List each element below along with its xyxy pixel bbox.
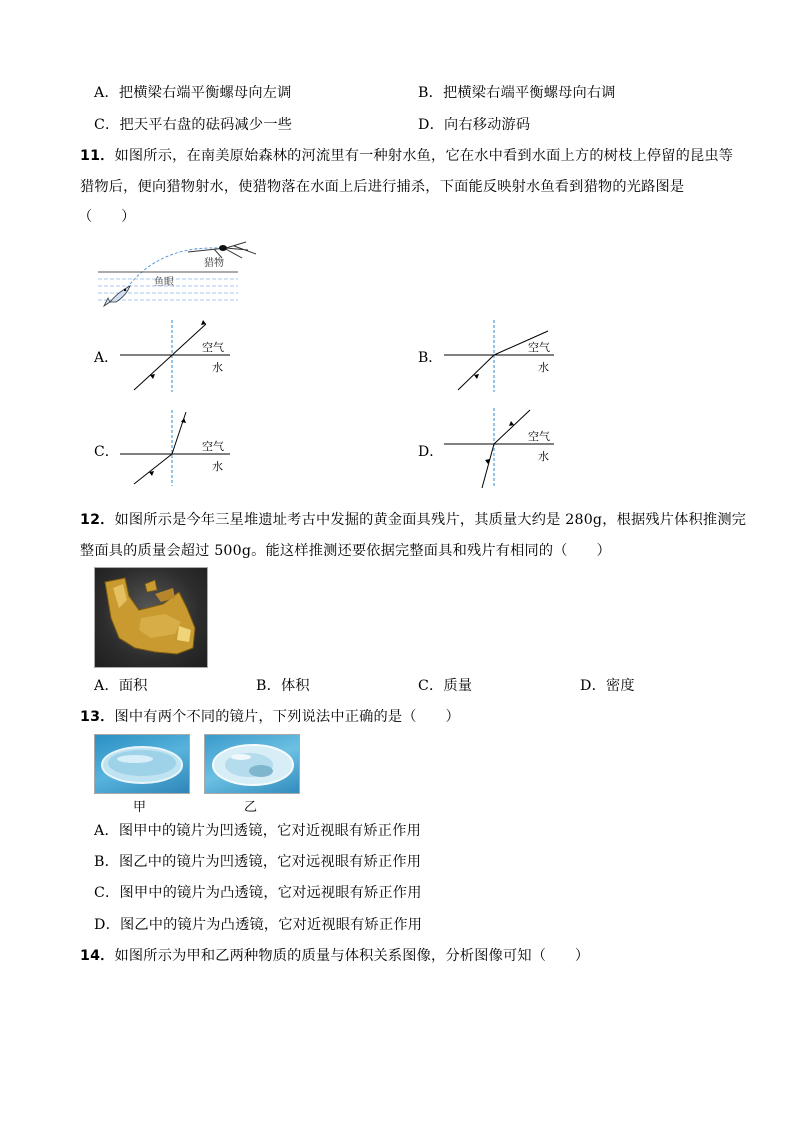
q11-stem-line2: 猎物后，便向猎物射水，使猎物落在水面上后进行捕杀，下面能反映射水鱼看到猎物的光路图是 xyxy=(80,179,685,195)
q10-option-a: A．把横梁右端平衡螺母向左调 xyxy=(94,85,292,101)
q13-option-b: B．图乙中的镜片为凹透镜，它对远视眼有矫正作用 xyxy=(94,854,422,870)
gold-mask-photo xyxy=(94,567,208,668)
lens-yi-photo xyxy=(204,734,300,794)
air-label: 空气 xyxy=(528,341,550,354)
q14-stem xyxy=(80,945,589,965)
convex-lens-icon xyxy=(205,735,299,793)
water-label: 水 xyxy=(212,361,223,374)
q11-option-a-diagram xyxy=(118,318,248,394)
concave-lens-icon xyxy=(95,735,189,793)
q12-option-c: C．质量 xyxy=(418,678,473,694)
q12-option-a: A．面积 xyxy=(94,678,148,694)
air-label: 空气 xyxy=(202,341,224,354)
lens-jia-photo xyxy=(94,734,190,794)
caption-jia: 甲 xyxy=(133,800,147,815)
q11-option-a-letter: A． xyxy=(94,350,119,366)
q11-option-d-letter: D． xyxy=(418,444,444,460)
insect-icon xyxy=(219,245,227,251)
water-label: 水 xyxy=(538,450,549,463)
air-label: 空气 xyxy=(202,440,224,453)
q11-option-c-diagram xyxy=(118,408,248,488)
q11-scene-figure xyxy=(96,236,276,308)
q13-option-d: D．图乙中的镜片为凸透镜，它对近视眼有矫正作用 xyxy=(94,917,423,933)
q12-stem-line1 xyxy=(80,509,746,529)
q13-option-c: C．图甲中的镜片为凸透镜，它对远视眼有矫正作用 xyxy=(94,885,422,901)
q10-option-d: D．向右移动游码 xyxy=(418,117,531,133)
q12-option-b: B．体积 xyxy=(256,678,310,694)
fish-eye-label: 鱼眼 xyxy=(154,277,174,288)
q13-stem xyxy=(80,706,460,726)
caption-yi: 乙 xyxy=(244,800,258,815)
air-label: 空气 xyxy=(528,430,550,443)
q12-option-d: D．密度 xyxy=(580,678,635,694)
q13-option-a: A．图甲中的镜片为凹透镜，它对近视眼有矫正作用 xyxy=(94,823,421,839)
q14-number: 14． xyxy=(80,948,115,964)
q12-text-line1: 如图所示是今年三星堆遗址考古中发掘的黄金面具残片，其质量大约是 280g，根据残片体积推测完 xyxy=(114,512,747,528)
q14-text: 如图所示为甲和乙两种物质的质量与体积关系图像，分析图像可知（ ） xyxy=(114,948,590,964)
q11-option-b-letter: B． xyxy=(418,350,443,366)
q11-answer-bracket: （ ） xyxy=(78,209,136,225)
q13-number: 13． xyxy=(80,709,115,725)
water-label: 水 xyxy=(538,361,549,374)
q11-text-line1: 如图所示，在南美原始森林的河流里有一种射水鱼，它在水中看到水面上方的树枝上停留的昆虫等 xyxy=(114,148,734,164)
q10-option-b: B．把横梁右端平衡螺母向右调 xyxy=(418,85,616,101)
q12-stem-line2: 整面具的质量会超过 500g。能这样推测还要依据完整面具和残片有相同的（ ） xyxy=(80,543,611,559)
water-label: 水 xyxy=(212,460,223,473)
q10-option-c: C．把天平右盘的砝码减少一些 xyxy=(94,117,293,133)
q11-number: 11． xyxy=(80,148,115,164)
gold-mask-icon xyxy=(95,568,207,667)
q12-number: 12． xyxy=(80,512,115,528)
q11-option-c-letter: C． xyxy=(94,444,119,460)
prey-label: 猎物 xyxy=(204,258,224,269)
q11-option-d-diagram xyxy=(442,406,572,490)
q11-stem-line1 xyxy=(80,145,733,165)
q13-text: 图中有两个不同的镜片，下列说法中正确的是（ ） xyxy=(114,709,460,725)
archerfish-icon xyxy=(104,286,130,306)
q11-option-b-diagram xyxy=(442,318,572,394)
